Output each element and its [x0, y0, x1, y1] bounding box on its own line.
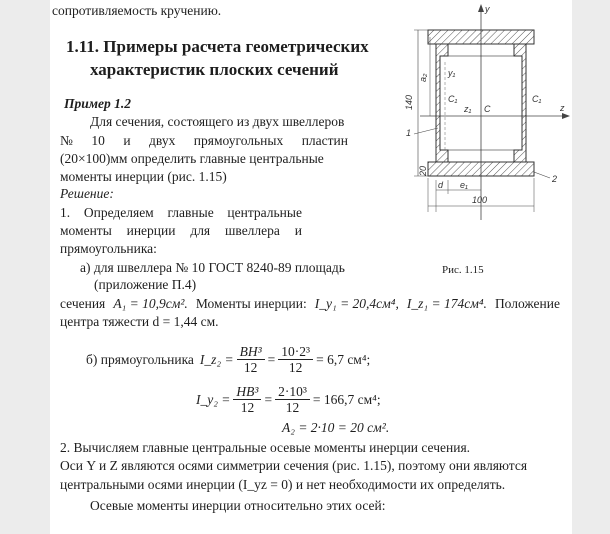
document-page [50, 0, 572, 534]
callout-1: 1 [406, 128, 412, 138]
label-z: z [560, 103, 565, 113]
fraction-iy2-a: $\frac{\text{HB³}}{12}$ [233, 384, 261, 415]
top-plate [428, 30, 534, 44]
step1-line1: 1. Определяем главные центральные [60, 205, 302, 220]
dim-100: 100 [472, 195, 488, 205]
label-c1-right: C₁ [532, 94, 542, 104]
example-label: Пример 1.2 [64, 96, 131, 111]
intro-line3: (20×100)мм определить главные центральные [60, 151, 324, 166]
step2-line1: 2. Вычисляем главные центральные осевые моменты инерции сечения. [60, 440, 471, 455]
label-z1: z₁ [464, 104, 472, 114]
dim-e1: e₁ [460, 180, 468, 190]
fraction-iz2-b: $\frac{\text{10·2³}}{12}$ [278, 344, 313, 375]
bottom-plate [428, 162, 534, 176]
formula-iz2: б) прямоугольника I_z₂ = $\frac{\text{BH³}}{12}$ = $\frac{\text{10·2³}}{12}$ = 6,7 см⁴; [86, 344, 371, 375]
formula-iy2: I_y₂ = $\frac{\text{HB³}}{12}$ = $\frac{\text{2·10³}}{12}$ = 166,7 см⁴; [196, 384, 381, 415]
intro-line4: моменты инерции (рис. 1.15) [60, 169, 227, 184]
formula-a2: A₂ = 2·10 = 20 см². [282, 420, 390, 435]
left-channel [436, 44, 448, 162]
item-a-line1: а) для швеллера № 10 ГОСТ 8240-89 площадь [80, 260, 345, 275]
dim-a2: a₂ [418, 73, 428, 82]
label-c: C [484, 104, 491, 114]
step2-line3: центральными осями инерции (I_yz = 0) и нет необходимости их определять. [60, 477, 506, 492]
intro-line2: № 10 и двух прямоугольных пластин [60, 133, 348, 148]
text-top-line: сопротивляемость кручению. [52, 3, 222, 18]
section-heading-line1: 1.11. Примеры расчета геометрических [66, 37, 369, 56]
right-channel [514, 44, 526, 162]
fraction-iz2-a: $\frac{\text{BH³}}{12}$ [237, 344, 265, 375]
step2-line2: Оси Y и Z являются осями симметрии сечения (рис. 1.15), поэтому они являются [60, 458, 528, 473]
step2-line4: Осевые моменты инерции относительно этих осей: [90, 498, 386, 513]
callout-2: 2 [552, 174, 558, 184]
item-a-line2: (приложение П.4) [94, 277, 197, 292]
item-a-line3: сечения A₁ = 10,9см². Моменты инерции: I_y₁ = 20,4см⁴, I_z₁ = 174см⁴. Положение [60, 296, 560, 311]
label-y: y [485, 4, 490, 14]
fraction-iy2-b: $\frac{\text{2·10³}}{12}$ [275, 384, 310, 415]
dim-d: d [438, 180, 444, 190]
label-c1-left: C₁ [448, 94, 458, 104]
intro-line1: Для сечения, состоящего из двух швеллеров [90, 114, 345, 129]
step1-line2: моменты инерции для швеллера и [60, 223, 302, 238]
item-a-centroid: центра тяжести d = 1,44 см. [60, 314, 219, 329]
cross-section-figure [400, 0, 572, 235]
step1-line3: прямоугольника: [60, 241, 157, 256]
dim-20: 20 [418, 165, 428, 176]
figure-caption: Рис. 1.15 [442, 264, 484, 276]
solution-label: Решение: [60, 186, 114, 201]
dim-140: 140 [404, 94, 414, 110]
label-y1: y₁ [448, 68, 456, 78]
section-heading-line2: характеристик плоских сечений [90, 60, 339, 79]
